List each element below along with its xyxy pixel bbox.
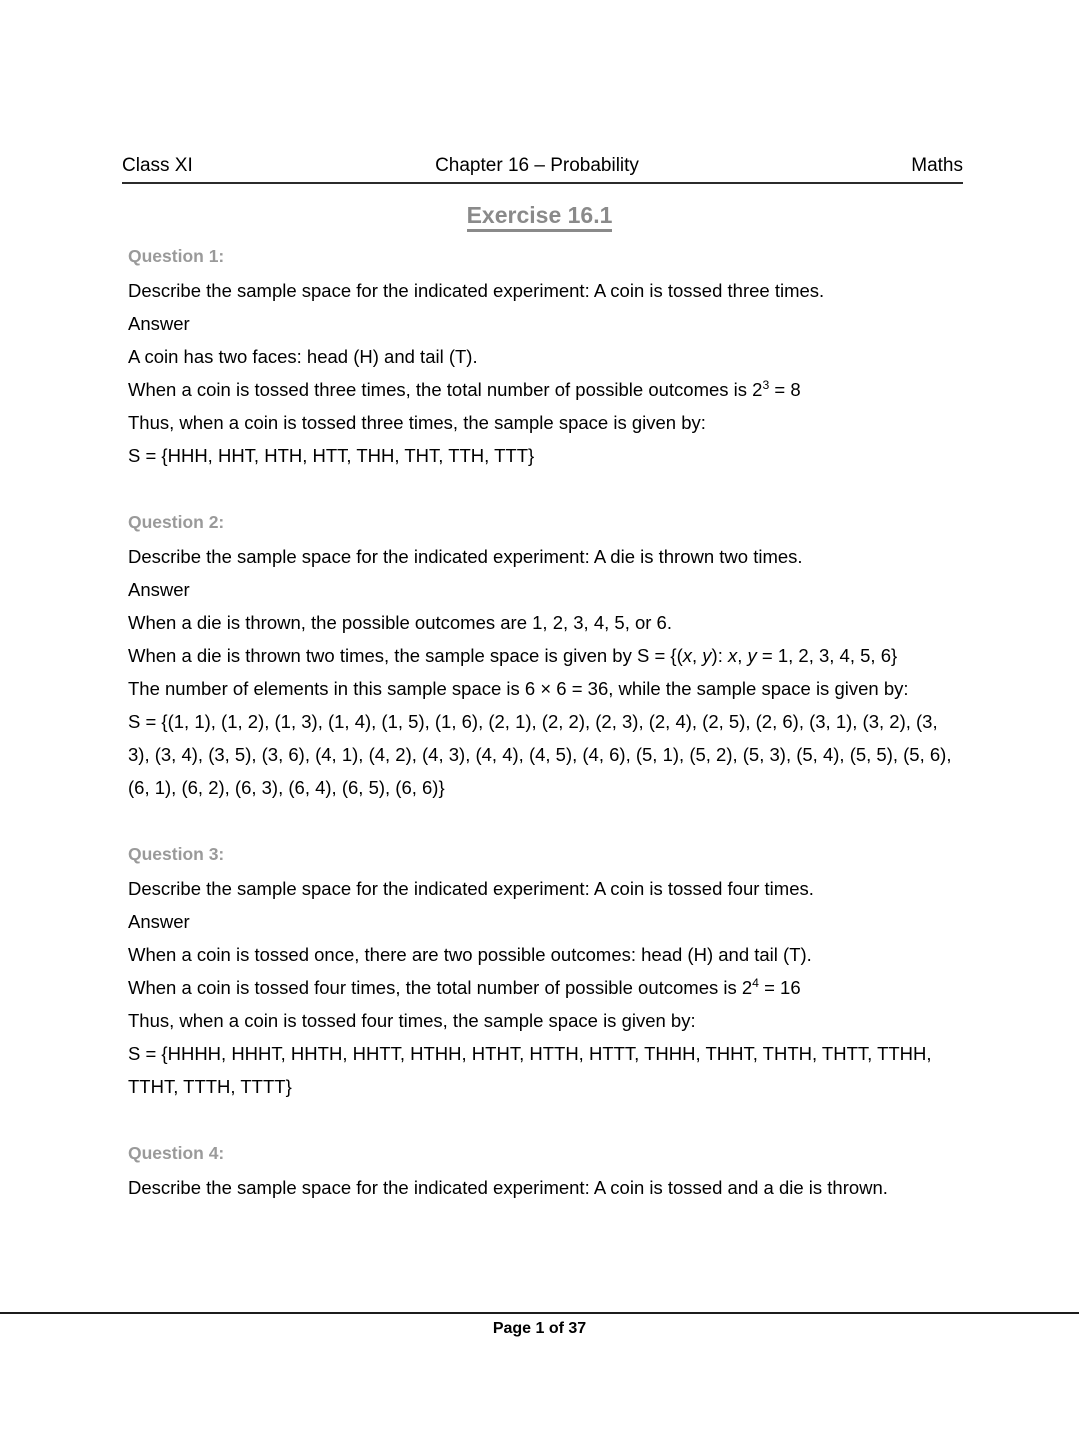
answer-label-1: Answer: [128, 313, 190, 334]
answer-line-1-2: [128, 373, 956, 406]
answer-label-3: Answer: [128, 911, 190, 932]
question-heading-4: Question 4:: [128, 1143, 225, 1163]
question-heading-2: Question 2:: [128, 512, 225, 532]
answer-line-3-3: Thus, when a coin is tossed four times, the sample space is given by:: [128, 1010, 696, 1031]
answer-line-1-1: A coin has two faces: head (H) and tail (T).: [128, 346, 478, 367]
variable-x-2: x: [727, 645, 738, 666]
sample-space-3: S = {HHHH, HHHT, HHTH, HHTT, HTHH, HTHT, HTTH, HTTT, THHH, THHT, THTH, THTT, TTHH, TTHT, TTTH, TTTT}: [128, 1043, 932, 1097]
answer-line-3-1: When a coin is tossed once, there are two possible outcomes: head (H) and tail (T).: [128, 944, 812, 965]
question-heading-3: Question 3:: [128, 844, 225, 864]
sample-space-2: S = {(1, 1), (1, 2), (1, 3), (1, 4), (1, 5), (1, 6), (2, 1), (2, 2), (2, 3), (2, 4), (2, 5), (2, 6), (3, 1), (3, 2), (3, 3), (3, 4), (3, 5), (3, 6), (4, 1), (4, 2), (4, 3), (4, 4), (4, 5), (4, 6), (5, 1), (5, 2), (5, 3), (5, 4), (5, 5), (5, 6), (6, 1), (6, 2), (6, 3), (6, 4), (6, 5), (6, 6)}: [128, 711, 952, 798]
exponent-1: 3: [762, 377, 770, 392]
footer-divider: [0, 1312, 1079, 1314]
answer-line-2-2: [128, 639, 956, 672]
question-text-2: Describe the sample space for the indicated experiment: A die is thrown two times.: [128, 546, 803, 567]
answer-line-3-2: [128, 971, 956, 1004]
header-subject-label: Maths: [911, 155, 963, 176]
variable-x: x: [682, 645, 692, 666]
question-block-1: [128, 240, 956, 472]
answer-line-2-2-text: When a die is thrown two times, the sample space is given by S = {(: [128, 645, 683, 666]
page-header: [122, 155, 963, 184]
answer-line-2-3: The number of elements in this sample space is 6 × 6 = 36, while the sample space is given by:: [128, 678, 909, 699]
question-text-1: Describe the sample space for the indicated experiment: A coin is tossed three times.: [128, 280, 825, 301]
question-text-4: Describe the sample space for the indicated experiment: A coin is tossed and a die is thrown.: [128, 1177, 888, 1198]
question-block-2: [128, 506, 956, 804]
exponent-tail-1: = 8: [769, 379, 801, 400]
set-colon: ):: [711, 645, 728, 666]
header-class-label: Class XI: [122, 155, 193, 176]
exercise-title-text: Exercise 16.1: [467, 202, 613, 232]
header-chapter-title: Chapter 16 – Probability: [435, 155, 639, 176]
question-heading-1: Question 1:: [128, 246, 225, 266]
answer-line-1-2-text: When a coin is tossed three times, the total number of possible outcomes is 2: [128, 379, 763, 400]
set-mid-2: ,: [737, 645, 748, 666]
page-number: Page 1 of 37: [492, 1320, 587, 1337]
answer-line-3-2-text: When a coin is tossed four times, the total number of possible outcomes is 2: [128, 977, 753, 998]
variable-y-2: y: [747, 645, 757, 666]
variable-y: y: [702, 645, 712, 666]
set-mid: ,: [692, 645, 703, 666]
question-block-4: [128, 1137, 956, 1204]
set-tail: = 1, 2, 3, 4, 5, 6}: [756, 645, 898, 666]
sample-space-1: S = {HHH, HHT, HTH, HTT, THH, THT, TTH, TTT}: [128, 445, 535, 466]
exponent-3: 4: [752, 975, 759, 990]
answer-line-1-3: Thus, when a coin is tossed three times, the sample space is given by:: [128, 412, 706, 433]
answer-line-2-1: When a die is thrown, the possible outcomes are 1, 2, 3, 4, 5, or 6.: [128, 612, 672, 633]
question-text-3: Describe the sample space for the indicated experiment: A coin is tossed four times.: [128, 878, 814, 899]
exercise-title: [0, 202, 1079, 229]
question-block-3: [128, 838, 956, 1103]
answer-label-2: Answer: [128, 579, 190, 600]
exponent-tail-3: = 16: [758, 977, 801, 998]
document-content: [128, 240, 956, 1204]
